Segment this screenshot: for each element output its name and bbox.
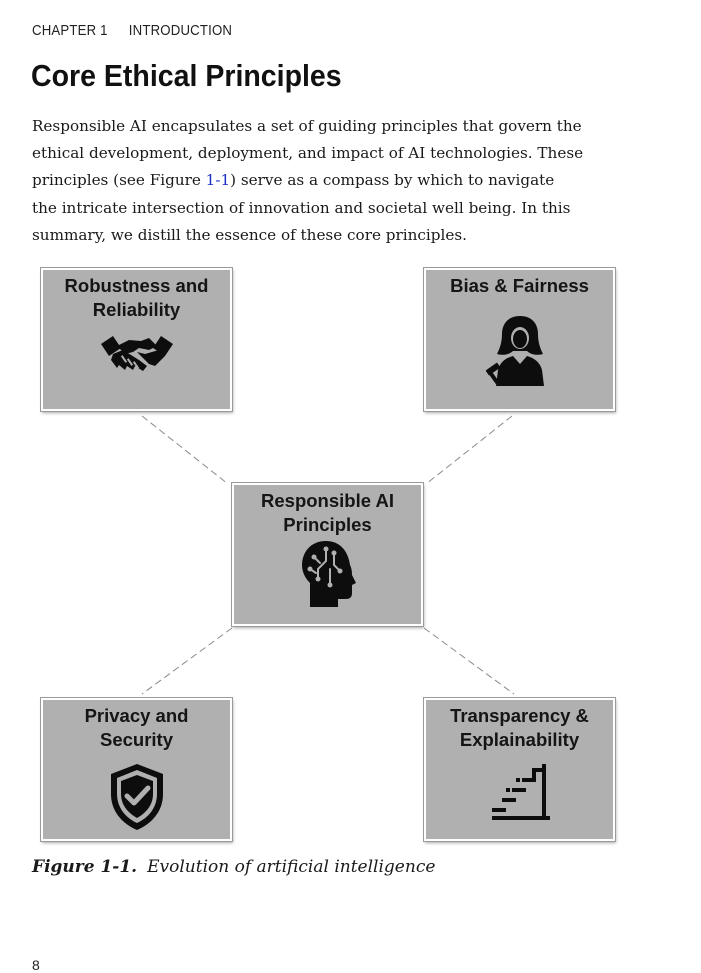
- connector-top-left: [142, 416, 228, 484]
- box-robustness-reliability: [41, 268, 232, 411]
- shield-check-icon: [107, 762, 167, 832]
- running-head: [32, 22, 232, 39]
- body-line-3: [32, 167, 632, 194]
- body-line-1: Responsible AI encapsulates a set of guiding principles that govern the: [32, 117, 582, 135]
- running-head-chapter: CHAPTER 1: [32, 22, 108, 39]
- handshake-icon: [99, 332, 175, 378]
- running-head-title: INTRODUCTION: [128, 22, 233, 39]
- judge-icon: [486, 314, 554, 386]
- box-bias-fairness: [424, 268, 615, 411]
- figure-caption-text: Evolution of artificial intelligence: [147, 857, 436, 877]
- box-label-transparency: Transparency & Explainability: [450, 705, 589, 750]
- box-privacy-security: [41, 698, 232, 841]
- ai-head-icon: [298, 539, 358, 609]
- staircase-icon: [488, 762, 552, 822]
- connector-top-right: [426, 416, 512, 484]
- page-number: 8: [32, 957, 40, 973]
- box-label-responsible-ai: Responsible AI Principles: [261, 490, 394, 535]
- connector-bottom-right: [424, 628, 514, 694]
- section-title: Core Ethical Principles: [31, 58, 342, 93]
- figure-caption: [32, 857, 435, 877]
- box-label-robustness: Robustness and Reliability: [64, 275, 209, 320]
- box-transparency-explainability: [424, 698, 615, 841]
- body-paragraph: [32, 113, 632, 249]
- body-line-5: summary, we distill the essence of these core principles.: [32, 225, 467, 244]
- body-line-4: the intricate intersection of innovation and societal well being. In this: [32, 198, 571, 217]
- body-line-3-text-a: principles (see Figure: [32, 171, 206, 190]
- box-label-bias: Bias & Fairness: [450, 275, 589, 296]
- body-line-2: ethical development, deployment, and impact of AI technologies. These: [32, 144, 584, 163]
- figure-caption-number: Figure 1-1.: [32, 857, 138, 877]
- figure-reference-link[interactable]: 1-1: [205, 171, 231, 190]
- connector-bottom-left: [142, 628, 232, 694]
- body-line-3-text-b: ) serve as a compass by which to navigate: [230, 171, 555, 190]
- box-responsible-ai: [232, 483, 423, 626]
- box-label-privacy: Privacy and Security: [84, 705, 189, 750]
